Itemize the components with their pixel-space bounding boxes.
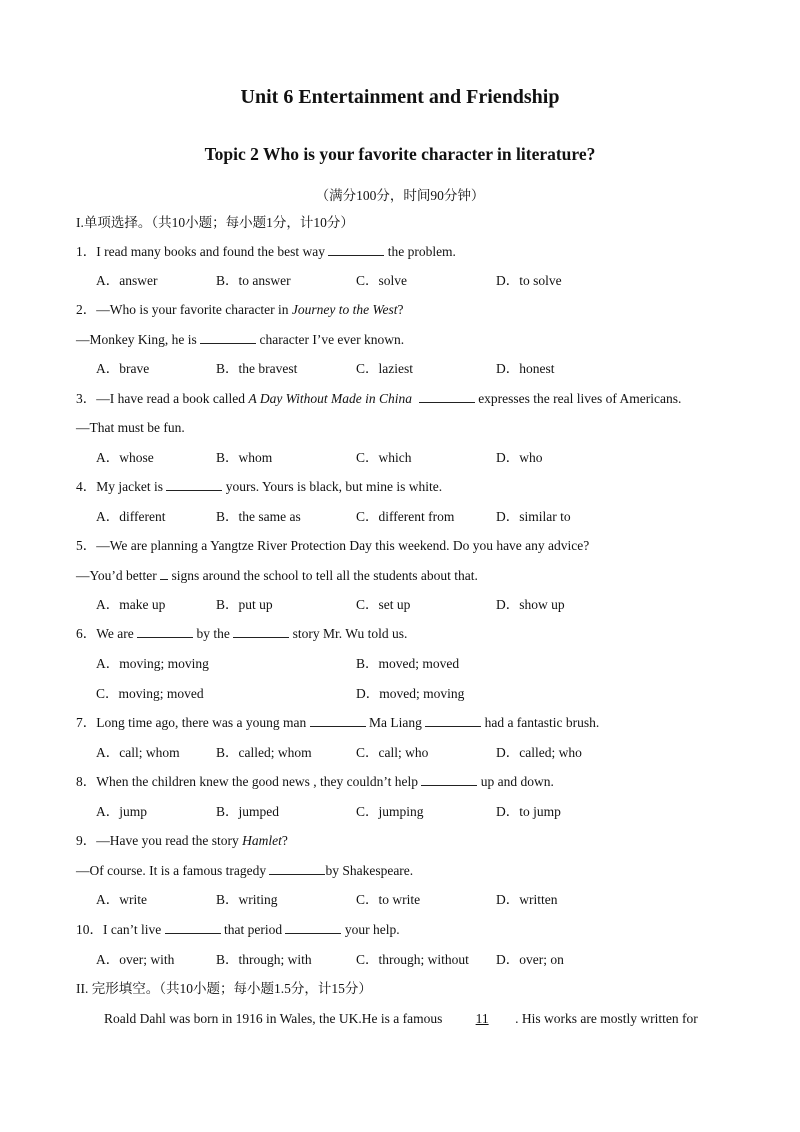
- q3-text-pre: 3．—I have read a book called: [76, 391, 249, 406]
- cloze-passage: [104, 1010, 698, 1028]
- page-subtitle: Topic 2 Who is your favorite character in literature?: [204, 144, 596, 164]
- question-8: [76, 773, 554, 791]
- q1-option-a: A．answer: [96, 273, 158, 288]
- answer-blank: [233, 625, 289, 638]
- q9-story-title: Hamlet: [242, 833, 282, 848]
- q2-text-post: ?: [397, 302, 404, 317]
- q9-text-post: ?: [281, 833, 288, 848]
- q3-option-c: C．which: [356, 450, 412, 465]
- q7-option-b: B．called; whom: [216, 745, 312, 760]
- q2-option-d: D．honest: [496, 361, 555, 376]
- q7-text-post: had a fantastic brush.: [481, 715, 600, 730]
- section-1-heading: I.单项选择。（共10小题；每小题1分，计10分）: [76, 215, 354, 230]
- q6-text-post: story Mr. Wu told us.: [289, 626, 408, 641]
- question-3-reply: —That must be fun.: [76, 420, 185, 435]
- q8-option-a: A．jump: [96, 804, 148, 819]
- passage-text-pre: Roald Dahl was born in 1916 in Wales, the UK.He is a famous: [104, 1011, 446, 1026]
- page-title: Unit 6 Entertainment and Friendship: [240, 86, 560, 108]
- q3-option-a: A．whose: [96, 450, 154, 465]
- question-3: [76, 390, 681, 408]
- cloze-blank-11: 11: [475, 1011, 489, 1026]
- q4-option-d: D．similar to: [496, 509, 571, 524]
- q7-option-a: A．call; whom: [96, 745, 180, 760]
- q5-reply-post: signs around the school to tell all the students about that.: [168, 568, 478, 583]
- q4-text-pre: 4．My jacket is: [76, 479, 167, 494]
- q9-text-pre: 9．—Have you read the story: [76, 833, 243, 848]
- answer-blank: [285, 921, 341, 934]
- answer-blank: [137, 625, 193, 638]
- q4-option-a: A．different: [96, 509, 166, 524]
- q9-reply-post: by Shakespeare.: [325, 863, 414, 878]
- q9-option-d: D．written: [496, 892, 558, 907]
- answer-blank: [419, 390, 475, 403]
- q7-option-c: C．call; who: [356, 745, 429, 760]
- answer-blank: [328, 243, 384, 256]
- q8-text-pre: 8．When the children knew the good news , they couldn’t help: [76, 774, 422, 789]
- question-4: [76, 478, 442, 496]
- question-2: [76, 301, 404, 319]
- q2-reply-pre: —Monkey King, he is: [76, 332, 201, 347]
- q10-text-post: your help.: [341, 922, 400, 937]
- q2-option-c: C．laziest: [356, 361, 413, 376]
- q6-text-pre: 6．We are: [76, 626, 138, 641]
- q1-option-d: D．to solve: [496, 273, 562, 288]
- q6-option-c: C．moving; moved: [96, 686, 204, 701]
- q8-option-c: C．jumping: [356, 804, 424, 819]
- q5-option-d: D．show up: [496, 597, 565, 612]
- passage-text-post: . His works are mostly written for: [515, 1011, 698, 1026]
- q10-option-d: D．over; on: [496, 952, 564, 967]
- q8-option-b: B．jumped: [216, 804, 279, 819]
- q9-option-b: B．writing: [216, 892, 278, 907]
- question-9: [76, 832, 288, 850]
- q8-option-d: D．to jump: [496, 804, 561, 819]
- q3-option-d: D．who: [496, 450, 543, 465]
- question-7: [76, 714, 599, 732]
- q6-option-b: B．moved; moved: [356, 656, 460, 671]
- q6-option-a: A．moving; moving: [96, 656, 209, 671]
- q1-text-post: the problem.: [384, 244, 456, 259]
- q6-text-mid: by the: [193, 626, 234, 641]
- q10-option-c: C．through; without: [356, 952, 469, 967]
- q10-option-a: A．over; with: [96, 952, 175, 967]
- q5-option-a: A．make up: [96, 597, 166, 612]
- q3-book-title: A Day Without Made in China: [248, 391, 413, 406]
- section-2-heading: II. 完形填空。（共10小题；每小题1.5分，计15分）: [76, 981, 372, 996]
- question-9-reply: [76, 862, 413, 880]
- question-10: [76, 921, 400, 939]
- question-6: [76, 625, 407, 643]
- q8-text-post: up and down.: [477, 774, 554, 789]
- answer-blank: [425, 714, 481, 727]
- q1-option-b: B．to answer: [216, 273, 291, 288]
- answer-blank: [269, 862, 325, 875]
- answer-blank: [160, 567, 168, 580]
- q9-option-c: C．to write: [356, 892, 421, 907]
- q5-option-b: B．put up: [216, 597, 273, 612]
- q2-book-title: Journey to the West: [291, 302, 398, 317]
- q9-reply-pre: —Of course. It is a famous tragedy: [76, 863, 270, 878]
- score-note: （满分100分，时间90分钟）: [315, 188, 485, 203]
- answer-blank: [421, 773, 477, 786]
- q2-text-pre: 2．—Who is your favorite character in: [76, 302, 292, 317]
- q6-option-d: D．moved; moving: [356, 686, 465, 701]
- q1-option-c: C．solve: [356, 273, 408, 288]
- question-2-reply: [76, 331, 404, 349]
- q7-text-pre: 7．Long time ago, there was a young man: [76, 715, 310, 730]
- question-5: 5．—We are planning a Yangtze River Protection Day this weekend. Do you have any advice?: [76, 538, 590, 553]
- answer-blank: [200, 331, 256, 344]
- answer-blank: [165, 921, 221, 934]
- q9-option-a: A．write: [96, 892, 147, 907]
- q5-reply-pre: —You’d better: [76, 568, 161, 583]
- question-5-reply: [76, 567, 478, 585]
- q7-option-d: D．called; who: [496, 745, 582, 760]
- q4-option-c: C．different from: [356, 509, 455, 524]
- question-1: [76, 243, 456, 261]
- q10-option-b: B．through; with: [216, 952, 312, 967]
- q10-text-pre: 10．I can’t live: [76, 922, 165, 937]
- q3-text-post: expresses the real lives of Americans.: [474, 391, 682, 406]
- q2-reply-post: character I’ve ever known.: [256, 332, 405, 347]
- q4-text-post: yours. Yours is black, but mine is white.: [222, 479, 443, 494]
- q4-option-b: B．the same as: [216, 509, 301, 524]
- q7-text-mid: Ma Liang: [365, 715, 426, 730]
- answer-blank: [310, 714, 366, 727]
- q3-option-b: B．whom: [216, 450, 273, 465]
- q2-option-b: B．the bravest: [216, 361, 298, 376]
- answer-blank: [166, 478, 222, 491]
- q1-text-pre: 1．I read many books and found the best way: [76, 244, 329, 259]
- q10-text-mid: that period: [220, 922, 286, 937]
- q5-option-c: C．set up: [356, 597, 411, 612]
- q2-option-a: A．brave: [96, 361, 150, 376]
